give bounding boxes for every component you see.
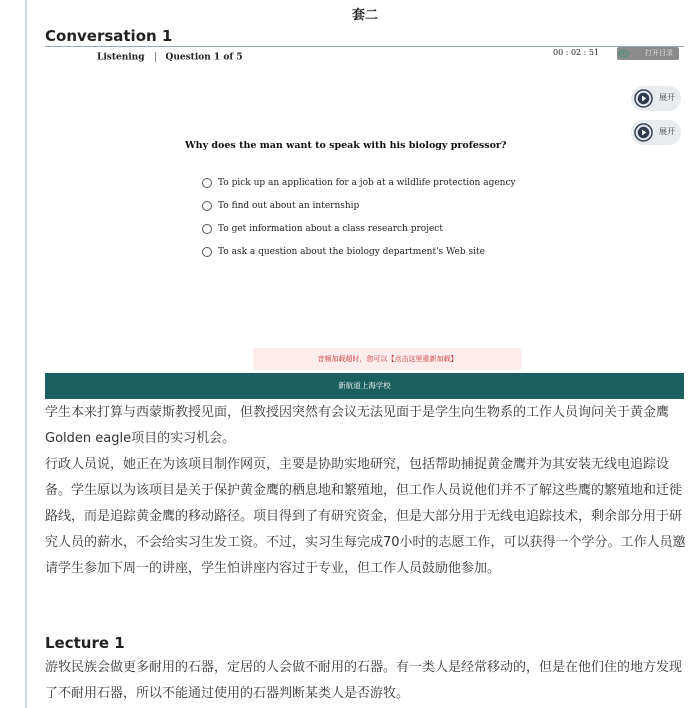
radio-button[interactable]: [202, 178, 212, 188]
question-text: Why does the man want to speak with his biology professor?: [185, 140, 507, 151]
radio-button[interactable]: [202, 201, 212, 211]
answer-option-d[interactable]: [202, 247, 485, 258]
test-toolbar: [45, 47, 684, 69]
audio-reload-notice[interactable]: 音频加载超时，您可以【点击这里重新加载】: [253, 348, 522, 370]
radio-button[interactable]: [202, 247, 212, 257]
test-screenshot: [45, 46, 684, 399]
answer-option-c[interactable]: [202, 224, 443, 235]
conversation-heading: Conversation 1: [45, 27, 173, 45]
test-progress: [97, 52, 243, 63]
left-rule: [25, 0, 27, 708]
answer-option-a[interactable]: [202, 178, 516, 189]
radio-button[interactable]: [202, 224, 212, 234]
play-icon: [634, 123, 653, 142]
expand-button-1[interactable]: [631, 86, 681, 111]
expand-button-2[interactable]: [631, 120, 681, 145]
divider: [155, 52, 156, 62]
question-counter: Question 1 of 5: [165, 52, 243, 63]
answer-option-b[interactable]: [202, 201, 359, 212]
set-title: 套二: [351, 8, 378, 23]
section-label: Listening: [97, 52, 145, 63]
conversation-paragraph-2: 行政人员说，她正在为该项目制作网页，主要是协助实地研究，包括帮助捕捉黄金鹰并为其安装无线电追踪设备。学生原以为该项目是关于保护黄金鹰的栖息地和繁殖地，但工作人员说他们并不了解这些鹰的繁殖地和迁徙路线，而是追踪黄金鹰的移动路径。项目得到了有研究资金，但是大部分用于无线电追踪技术，剩余部分用于研究人员的薪水，不会给实习生发工资。不过，实习生每完成70小时的志愿工作，可以获得一个学分。工作人员邀请学生参加下周一的讲座，学生怕讲座内容过于专业，但工作人员鼓励他参加。: [45, 457, 686, 576]
footer-bar: 新航道上海学校: [45, 373, 684, 399]
lecture-paragraph: 游牧民族会做更多耐用的石器，定居的人会做不耐用的石器。有一类人是经常移动的，但是在他们住的地方发现了不耐用石器，所以不能通过使用的石器判断某类人是否游牧。: [45, 660, 683, 701]
conversation-paragraph-1: 学生本来打算与西蒙斯教授见面，但教授因突然有会议无法见面于是学生向生物系的工作人员询问关于黄金鹰Golden eagle项目的实习机会。: [45, 405, 670, 446]
timer: 00 : 02 : 51: [553, 48, 600, 57]
expand-label: 展开: [659, 127, 675, 136]
expand-label: 展开: [659, 93, 675, 102]
lecture-heading: Lecture 1: [45, 634, 125, 652]
option-label: To find out about an internship: [218, 201, 360, 211]
option-label: To ask a question about the biology department's Web site: [218, 247, 485, 257]
toggle-menu-button[interactable]: 打开目录: [617, 47, 679, 60]
option-label: To pick up an application for a job at a wildlife protection agency: [218, 178, 516, 188]
option-label: To get information about a class research project: [218, 224, 443, 234]
eye-icon: [618, 49, 629, 58]
play-icon: [634, 89, 653, 108]
